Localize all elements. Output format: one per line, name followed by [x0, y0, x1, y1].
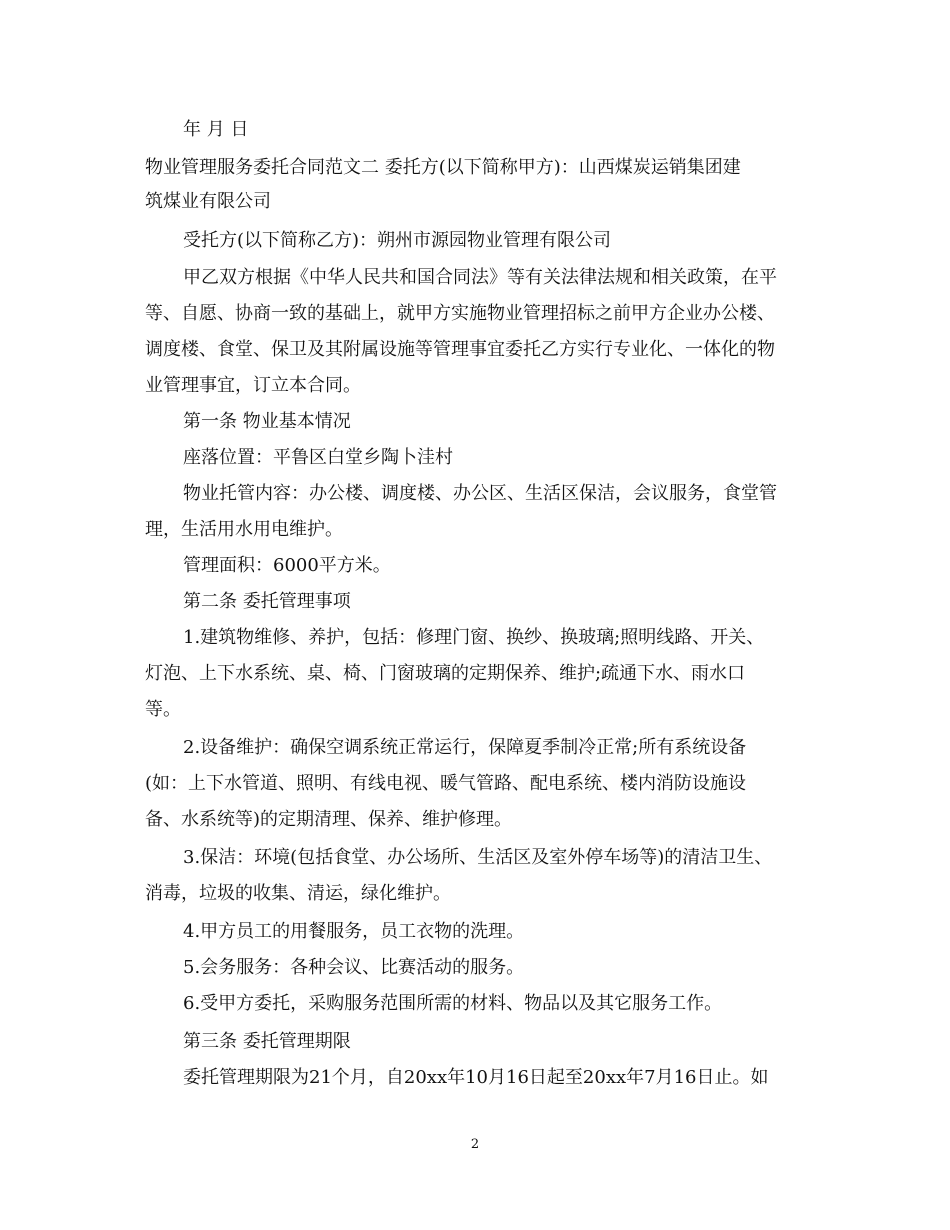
- text-line: 业管理事宜，订立本合同。: [145, 375, 361, 396]
- list-item: 4.甲方员工的用餐服务，员工衣物的洗理。: [183, 921, 525, 942]
- text-line: 座落位置：平鲁区白堂乡陶卜洼村: [183, 447, 453, 468]
- text-line: 理，生活用水用电维护。: [145, 519, 343, 540]
- text-line: 消毒，垃圾的收集、清运，绿化维护。: [145, 883, 451, 904]
- section-heading: 第一条 物业基本情况: [183, 411, 351, 432]
- section-heading: 第三条 委托管理期限: [183, 1031, 351, 1052]
- text-line: 委托管理期限为21个月，自20xx年10月16日起至20xx年7月16日止。如: [183, 1067, 769, 1088]
- list-item: 2.设备维护：确保空调系统正常运行，保障夏季制冷正常;所有系统设备: [183, 737, 747, 758]
- text-line: 调度楼、食堂、保卫及其附属设施等管理事宜委托乙方实行专业化、一体化的物: [145, 339, 775, 360]
- text-line: 等、自愿、协商一致的基础上，就甲方实施物业管理招标之前甲方企业办公楼、: [145, 303, 775, 324]
- text-line: (如：上下水管道、照明、有线电视、暖气管路、配电系统、楼内消防设施设: [145, 773, 747, 794]
- text-line: 物业托管内容：办公楼、调度楼、办公区、生活区保洁，会议服务，食堂管: [183, 483, 777, 504]
- text-line: 灯泡、上下水系统、桌、椅、门窗玻璃的定期保养、维护;疏通下水、雨水口: [145, 663, 746, 684]
- date-line: 年 月 日: [183, 119, 249, 140]
- list-item: 5.会务服务：各种会议、比赛活动的服务。: [183, 957, 525, 978]
- list-item: 6.受甲方委托，采购服务范围所需的材料、物品以及其它服务工作。: [183, 993, 723, 1014]
- text-line: 受托方(以下简称乙方)：朔州市源园物业管理有限公司: [183, 230, 612, 251]
- list-item: 1.建筑物维修、养护，包括：修理门窗、换纱、换玻璃;照明线路、开关、: [183, 627, 765, 648]
- list-item: 3.保洁：环境(包括食堂、办公场所、生活区及室外停车场等)的清洁卫生、: [183, 847, 773, 868]
- page-number: 2: [470, 1137, 480, 1152]
- section-heading: 第二条 委托管理事项: [183, 591, 351, 612]
- text-line: 管理面积：6000平方米。: [183, 555, 391, 576]
- text-line: 筑煤业有限公司: [145, 191, 271, 212]
- text-line: 等。: [145, 699, 181, 720]
- title-line: 物业管理服务委托合同范文二 委托方(以下简称甲方)：山西煤炭运销集团建: [145, 157, 741, 178]
- text-line: 甲乙双方根据《中华人民共和国合同法》等有关法律法规和相关政策，在平: [183, 267, 777, 288]
- text-line: 备、水系统等)的定期清理、保养、维护修理。: [145, 809, 513, 830]
